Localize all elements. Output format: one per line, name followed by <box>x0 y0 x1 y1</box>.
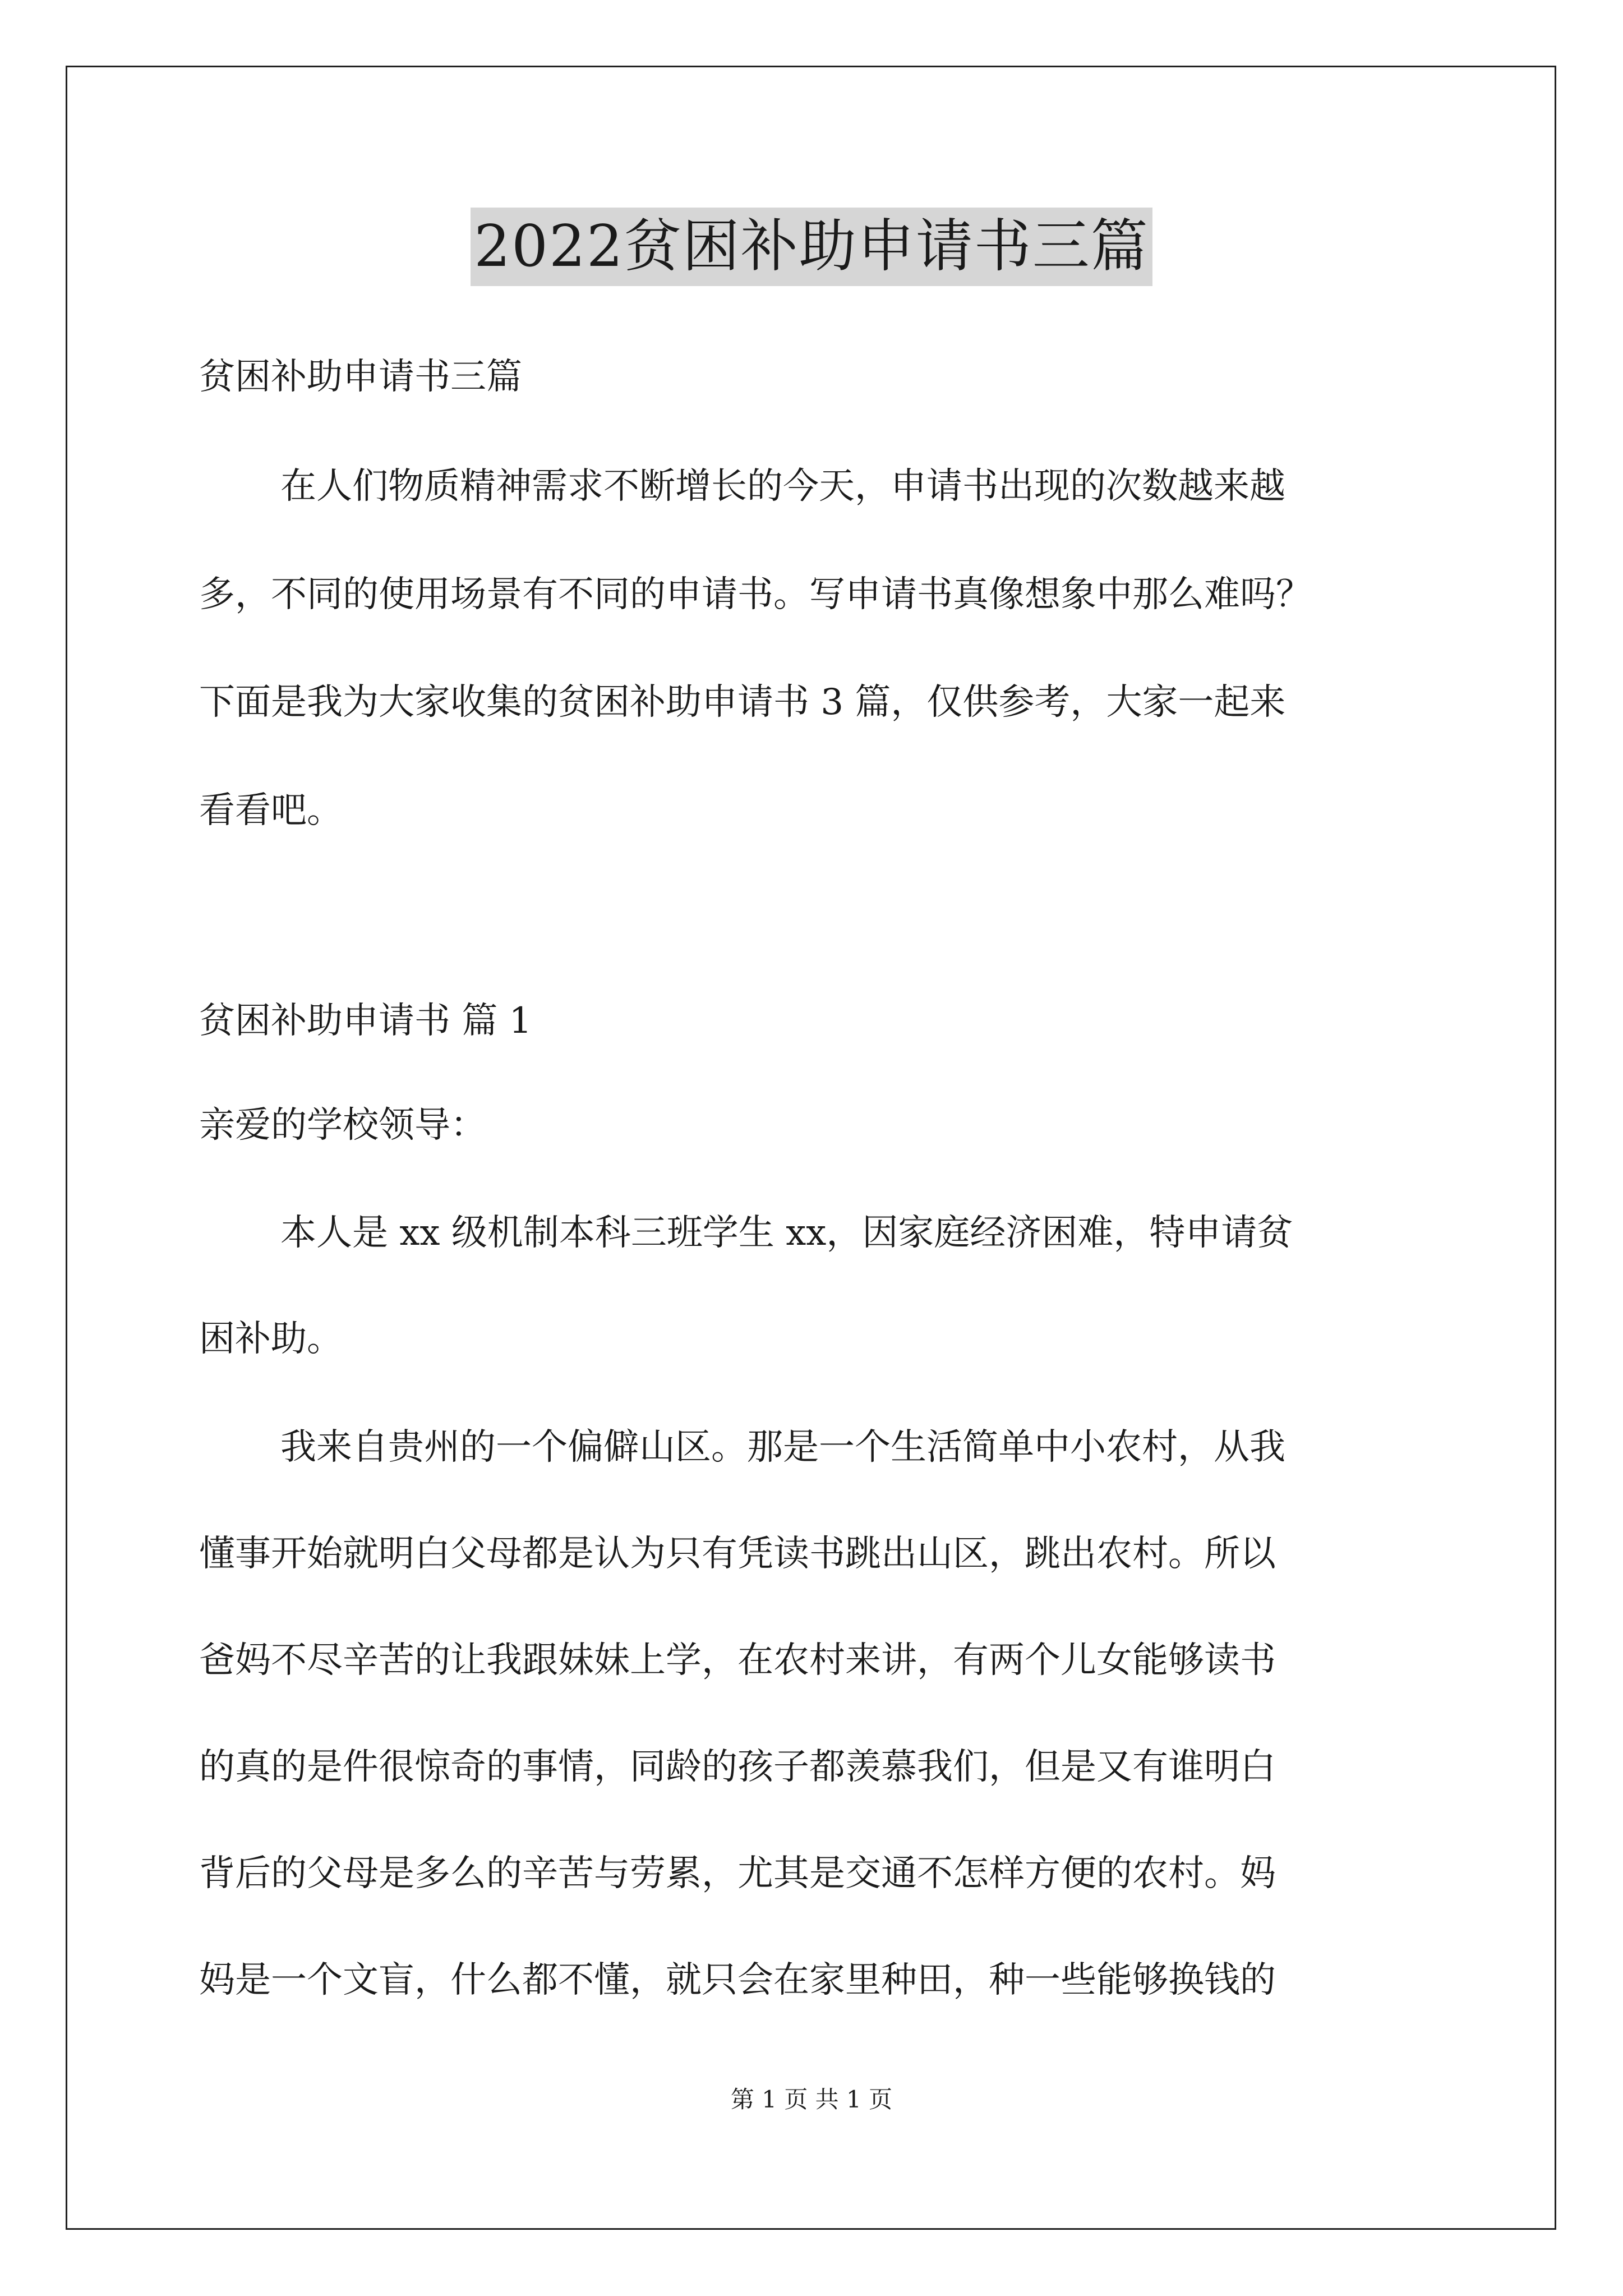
intro-line: 下面是我为大家收集的贫困补助申请书 3 篇，仅供参考，大家一起来 <box>199 682 1286 723</box>
intro-line: 在人们物质精神需求不断增长的今天，申请书出现的次数越来越 <box>280 466 1285 507</box>
paragraph-line: 背后的父母是多么的辛苦与劳累，尤其是交通不怎样方便的农村。妈 <box>199 1853 1276 1894</box>
paragraph-line: 爸妈不尽辛苦的让我跟妹妹上学，在农村来讲，有两个儿女能够读书 <box>199 1640 1276 1681</box>
paragraph-line: 妈是一个文盲，什么都不懂，就只会在家里种田，种一些能够换钱的 <box>199 1959 1276 2001</box>
paragraph-line: 困补助。 <box>199 1318 343 1360</box>
document-title: 2022贫困补助申请书三篇 <box>471 208 1152 286</box>
subtitle: 贫困补助申请书三篇 <box>199 356 522 398</box>
intro-line: 看看吧。 <box>199 790 343 831</box>
paragraph-line: 懂事开始就明白父母都是认为只有凭读书跳出山区，跳出农村。所以 <box>199 1533 1276 1575</box>
paragraph-line: 的真的是件很惊奇的事情，同龄的孩子都羡慕我们，但是又有谁明白 <box>199 1746 1276 1788</box>
salutation: 亲爱的学校领导： <box>199 1105 486 1146</box>
paragraph-line: 本人是 xx 级机制本科三班学生 xx，因家庭经济困难，特申请贫 <box>280 1212 1293 1254</box>
section-heading: 贫困补助申请书 篇 1 <box>199 1000 532 1042</box>
title-container <box>0 208 1623 286</box>
paragraph-line: 我来自贵州的一个偏僻山区。那是一个生活简单中小农村，从我 <box>280 1427 1285 1468</box>
page-footer: 第 1 页 共 1 页 <box>730 2086 893 2113</box>
intro-line: 多，不同的使用场景有不同的申请书。写申请书真像想象中那么难吗？ <box>199 574 1312 615</box>
